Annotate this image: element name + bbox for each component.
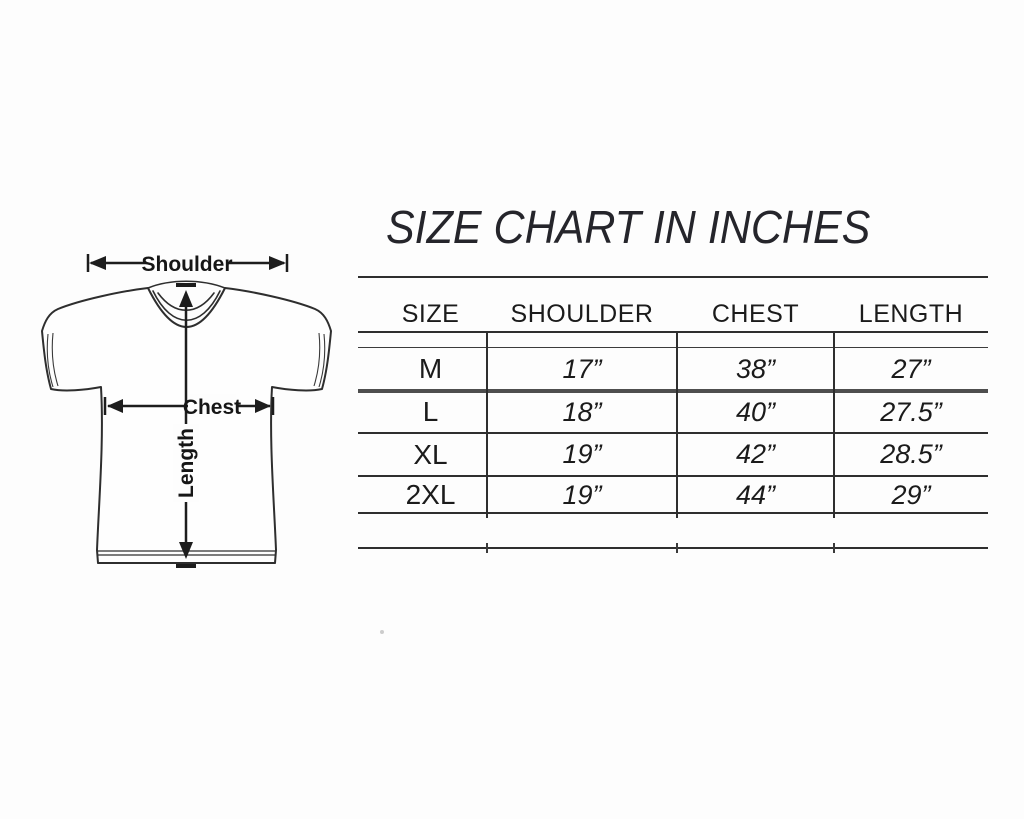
table-divider-tick	[676, 543, 678, 553]
table-cell-shoulder: 19”	[562, 439, 602, 469]
table-divider-tick	[833, 543, 835, 553]
page-title: SIZE CHART IN INCHES	[386, 201, 871, 253]
table-cell-size: L	[422, 396, 439, 427]
table-cell-length: 27.5”	[880, 397, 942, 427]
shoulder-dimension-label: Shoulder	[141, 253, 233, 276]
chest-dimension-label: Chest	[182, 396, 242, 419]
table-cell-size: 2XL	[405, 479, 456, 510]
table-cell-chest: 40”	[735, 397, 776, 427]
table-cell-length: 29”	[891, 480, 931, 510]
table-top-border	[358, 276, 988, 278]
table-cell-shoulder: 18”	[562, 397, 602, 427]
table-bottom-border	[358, 547, 988, 549]
tshirt-diagram	[20, 240, 350, 580]
table-cell-length: 28.5”	[880, 439, 942, 469]
table-cell-chest: 38”	[735, 354, 776, 384]
table-cell-size: M	[418, 353, 443, 384]
length-dimension-label: Length	[175, 428, 198, 498]
column-header-size: SIZE	[401, 300, 460, 328]
table-cell-chest: 42”	[735, 439, 776, 469]
table-cell-chest: 44”	[735, 480, 776, 510]
table-cell-size: XL	[413, 439, 448, 470]
column-header-length: LENGTH	[858, 300, 964, 328]
table-cell-length: 27”	[891, 354, 931, 384]
column-header-chest: CHEST	[711, 300, 800, 328]
table-cell-shoulder: 19”	[562, 480, 602, 510]
column-header-shoulder: SHOULDER	[510, 300, 654, 328]
print-speck	[380, 630, 384, 634]
table-divider-tick	[486, 543, 488, 553]
table-cell-shoulder: 17”	[562, 354, 602, 384]
